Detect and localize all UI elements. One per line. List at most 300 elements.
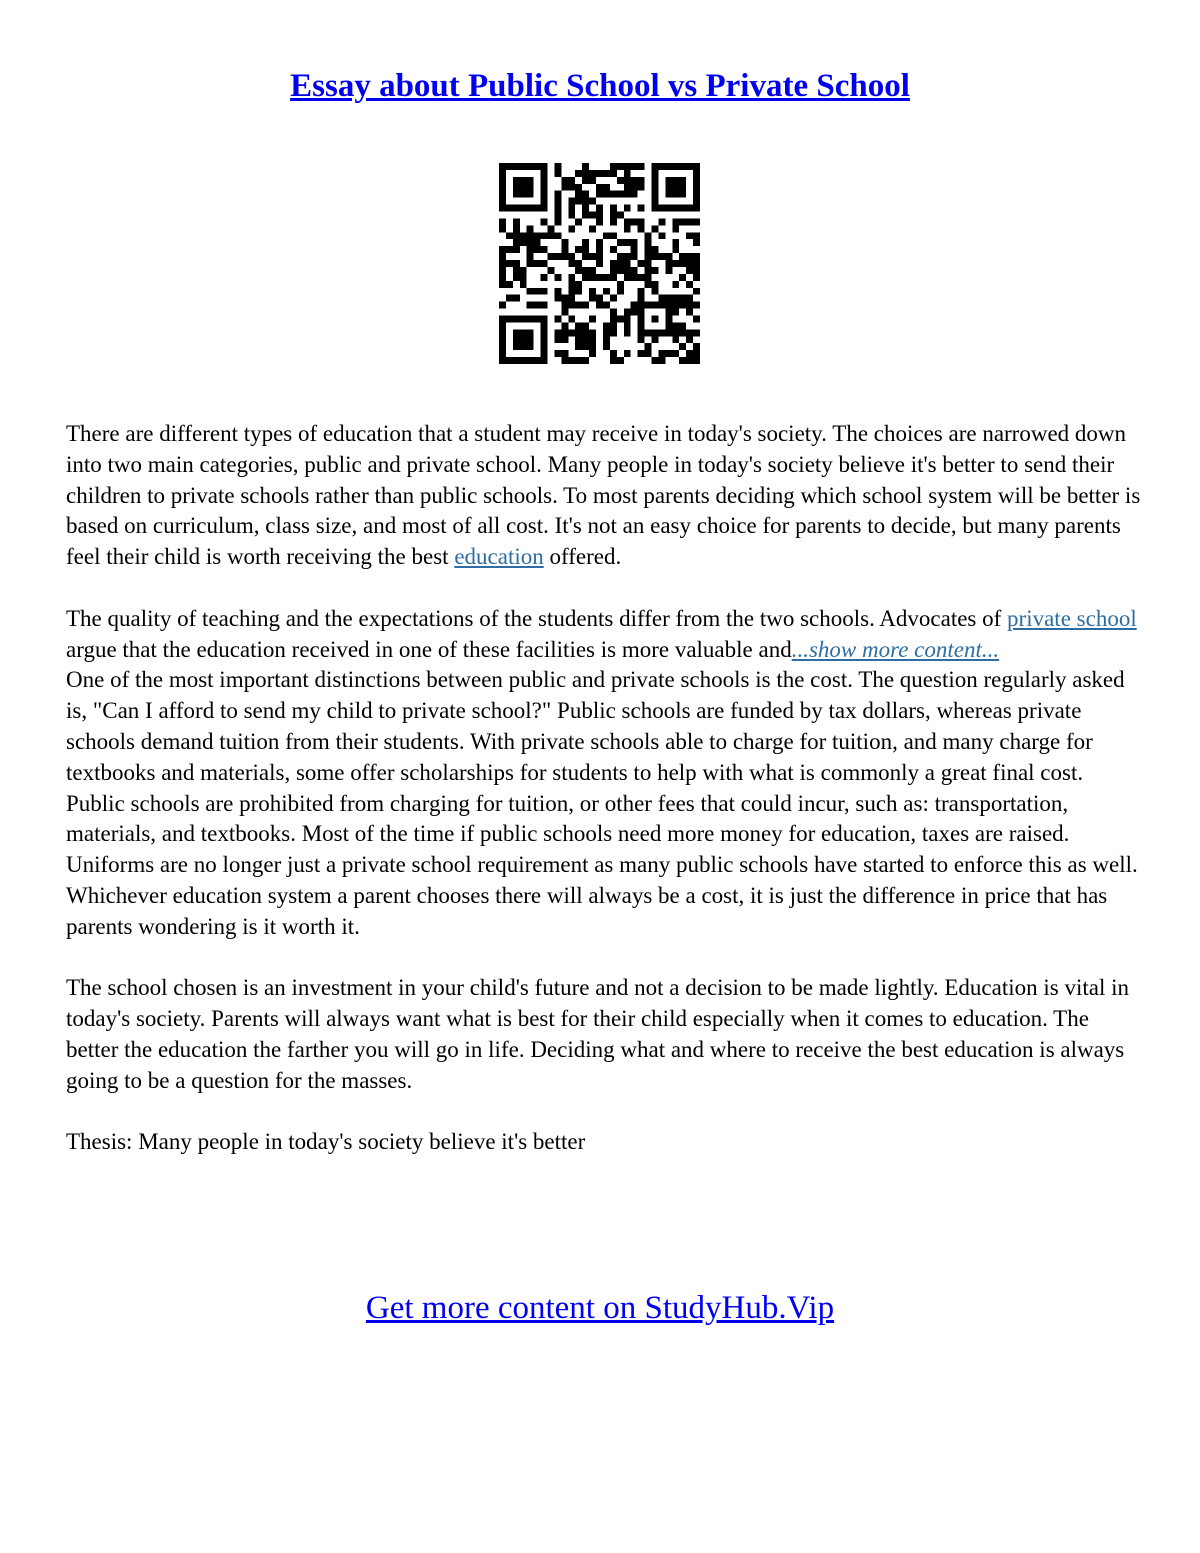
- qr-module: [679, 205, 686, 212]
- qr-module: [506, 281, 513, 288]
- qr-module: [693, 218, 700, 225]
- qr-module: [534, 260, 541, 267]
- qr-module: [672, 225, 679, 232]
- qr-module: [624, 205, 631, 212]
- qr-module: [554, 212, 561, 219]
- qr-module: [665, 260, 672, 267]
- qr-module: [686, 163, 693, 170]
- qr-module: [603, 170, 610, 177]
- qr-module: [645, 239, 652, 246]
- qr-module: [541, 170, 548, 177]
- qr-module: [645, 232, 652, 239]
- qr-module: [499, 267, 506, 274]
- qr-module: [575, 198, 582, 205]
- qr-module: [520, 329, 527, 336]
- qr-module: [665, 253, 672, 260]
- qr-module: [568, 295, 575, 302]
- qr-module: [527, 246, 534, 253]
- qr-module: [693, 177, 700, 184]
- qr-module: [568, 260, 575, 267]
- paragraph-intro-text: There are different types of education that a student may receive in today's society. The choices are narrowed down into two main categories, public and private school. Many people in today's society believe it's better to send their children to private schools rather than public schools. To most parents deciding which school system will be better is based on curriculum, class size, and most of all cost. It's not an easy choice for parents to decide, but many parents feel their child is worth receiving the best: [66, 421, 1141, 570]
- qr-module: [506, 357, 513, 364]
- paragraph-gap: [66, 573, 1146, 604]
- qr-module: [575, 343, 582, 350]
- qr-module: [665, 315, 672, 322]
- qr-module: [679, 163, 686, 170]
- qr-module: [651, 198, 658, 205]
- paragraph-intro-end: offered.: [543, 544, 622, 570]
- qr-module: [582, 177, 589, 184]
- qr-module: [561, 329, 568, 336]
- qr-module: [693, 163, 700, 170]
- qr-module: [679, 253, 686, 260]
- qr-module: [513, 177, 520, 184]
- qr-module: [624, 225, 631, 232]
- qr-module: [672, 302, 679, 309]
- qr-module: [617, 281, 624, 288]
- qr-module: [596, 191, 603, 198]
- qr-module: [679, 177, 686, 184]
- qr-module: [582, 253, 589, 260]
- qr-module: [541, 274, 548, 281]
- qr-module: [541, 336, 548, 343]
- qr-module: [658, 350, 665, 357]
- qr-module: [679, 191, 686, 198]
- qr-module: [596, 184, 603, 191]
- qr-module: [520, 267, 527, 274]
- qr-module: [596, 246, 603, 253]
- qr-module: [499, 350, 506, 357]
- qr-module: [527, 253, 534, 260]
- qr-module: [638, 350, 645, 357]
- qr-module: [631, 302, 638, 309]
- qr-module: [520, 163, 527, 170]
- qr-module: [693, 191, 700, 198]
- qr-module: [589, 198, 596, 205]
- qr-module: [658, 218, 665, 225]
- qr-module: [645, 246, 652, 253]
- qr-module: [645, 302, 652, 309]
- qr-module: [658, 295, 665, 302]
- qr-module: [624, 260, 631, 267]
- qr-module: [582, 336, 589, 343]
- qr-module: [610, 232, 617, 239]
- qr-module: [693, 329, 700, 336]
- qr-module: [582, 246, 589, 253]
- qr-module: [499, 322, 506, 329]
- private-school-link[interactable]: private school: [1007, 605, 1137, 631]
- qr-module: [513, 218, 520, 225]
- qr-module: [499, 198, 506, 205]
- qr-module: [506, 295, 513, 302]
- page-title: [0, 64, 1200, 108]
- qr-module: [693, 205, 700, 212]
- qr-module: [499, 170, 506, 177]
- qr-module: [651, 177, 658, 184]
- paragraph-conclusion: The school chosen is an investment in your child's future and not a decision to be made lightly. Education is vital in today's society. Parents will always want what is best for their child especially when it comes to education. The better the education the farther you will go in life. Deciding what and where to receive the best education is always going to be a question for the masses.: [66, 975, 1129, 1093]
- qr-module: [527, 260, 534, 267]
- qr-module: [617, 191, 624, 198]
- qr-module: [679, 322, 686, 329]
- qr-module: [589, 212, 596, 219]
- qr-module: [541, 163, 548, 170]
- footer: [0, 1286, 1200, 1330]
- qr-module: [658, 302, 665, 309]
- qr-module: [520, 315, 527, 322]
- qr-module: [672, 184, 679, 191]
- qr-module: [520, 232, 527, 239]
- qr-code-graphic: [499, 163, 700, 364]
- qr-module: [596, 274, 603, 281]
- qr-module: [665, 184, 672, 191]
- qr-module: [499, 191, 506, 198]
- qr-module: [575, 246, 582, 253]
- qr-module: [520, 274, 527, 281]
- qr-module: [499, 225, 506, 232]
- qr-module: [534, 246, 541, 253]
- qr-module: [672, 177, 679, 184]
- qr-module: [568, 357, 575, 364]
- qr-module: [693, 239, 700, 246]
- qr-module: [589, 225, 596, 232]
- qr-module: [541, 205, 548, 212]
- qr-module: [554, 253, 561, 260]
- qr-module: [624, 267, 631, 274]
- qr-module: [665, 309, 672, 316]
- qr-module: [693, 260, 700, 267]
- qr-module: [665, 205, 672, 212]
- qr-module: [672, 350, 679, 357]
- qr-module: [520, 357, 527, 364]
- qr-module: [665, 267, 672, 274]
- qr-module: [561, 357, 568, 364]
- qr-module: [554, 315, 561, 322]
- qr-module: [499, 274, 506, 281]
- qr-module: [679, 274, 686, 281]
- qr-module: [568, 253, 575, 260]
- qr-module: [568, 315, 575, 322]
- qr-module: [589, 315, 596, 322]
- qr-module: [499, 253, 506, 260]
- qr-module: [513, 274, 520, 281]
- qr-module: [506, 232, 513, 239]
- qr-module: [645, 350, 652, 357]
- qr-module: [534, 163, 541, 170]
- qr-module: [638, 260, 645, 267]
- qr-module: [513, 225, 520, 232]
- qr-module: [651, 302, 658, 309]
- qr-module: [506, 163, 513, 170]
- qr-module: [603, 329, 610, 336]
- qr-module: [603, 288, 610, 295]
- qr-module: [693, 343, 700, 350]
- qr-module: [520, 205, 527, 212]
- qr-module: [693, 274, 700, 281]
- qr-module: [568, 212, 575, 219]
- title-link[interactable]: Essay about Public School vs Private School: [290, 68, 910, 104]
- qr-module: [527, 177, 534, 184]
- qr-module: [541, 288, 548, 295]
- qr-module: [610, 357, 617, 364]
- qr-module: [638, 225, 645, 232]
- studyhub-link[interactable]: Get more content on StudyHub.Vip: [365, 1290, 835, 1326]
- qr-module: [582, 239, 589, 246]
- qr-module: [631, 163, 638, 170]
- qr-module: [658, 357, 665, 364]
- qr-module: [575, 288, 582, 295]
- qr-module: [651, 357, 658, 364]
- qr-module: [548, 267, 555, 274]
- qr-module: [631, 239, 638, 246]
- qr-module: [624, 184, 631, 191]
- qr-module: [686, 329, 693, 336]
- qr-module: [610, 329, 617, 336]
- qr-module: [610, 191, 617, 198]
- qr-module: [499, 205, 506, 212]
- qr-module: [672, 322, 679, 329]
- qr-module: [499, 246, 506, 253]
- qr-module: [665, 163, 672, 170]
- qr-module: [582, 212, 589, 219]
- qr-module: [561, 336, 568, 343]
- qr-module: [679, 357, 686, 364]
- qr-module: [603, 274, 610, 281]
- qr-module: [631, 191, 638, 198]
- qr-module: [638, 177, 645, 184]
- qr-module: [582, 267, 589, 274]
- qr-module: [672, 309, 679, 316]
- qr-module: [631, 309, 638, 316]
- qr-module: [534, 357, 541, 364]
- qr-module: [568, 198, 575, 205]
- qr-module: [693, 170, 700, 177]
- qr-module: [651, 315, 658, 322]
- thesis-line: Thesis: Many people in today's society believe it's better: [66, 1129, 586, 1155]
- qr-module: [672, 239, 679, 246]
- qr-module: [603, 336, 610, 343]
- qr-module: [624, 163, 631, 170]
- qr-module: [686, 302, 693, 309]
- qr-module: [651, 336, 658, 343]
- qr-module: [527, 315, 534, 322]
- qr-module: [589, 170, 596, 177]
- qr-module: [686, 357, 693, 364]
- qr-module: [554, 198, 561, 205]
- qr-module: [541, 184, 548, 191]
- qr-module: [534, 315, 541, 322]
- qr-module: [575, 336, 582, 343]
- qr-module: [575, 191, 582, 198]
- qr-module: [645, 274, 652, 281]
- qr-module: [679, 343, 686, 350]
- qr-module: [631, 274, 638, 281]
- qr-module: [527, 184, 534, 191]
- show-more-link[interactable]: ...show more content...: [791, 636, 1000, 662]
- qr-module: [693, 232, 700, 239]
- qr-module: [561, 184, 568, 191]
- qr-module: [568, 302, 575, 309]
- paragraph-quality-mid: argue that the education received in one of these facilities is more valuable and: [66, 636, 792, 662]
- essay-body: [66, 419, 1146, 1158]
- qr-module: [610, 212, 617, 219]
- qr-module: [554, 232, 561, 239]
- qr-module: [624, 329, 631, 336]
- qr-module: [541, 343, 548, 350]
- qr-module: [645, 260, 652, 267]
- qr-module: [582, 343, 589, 350]
- qr-module: [575, 184, 582, 191]
- qr-module: [541, 246, 548, 253]
- qr-module: [596, 218, 603, 225]
- qr-module: [610, 322, 617, 329]
- qr-module: [589, 295, 596, 302]
- qr-module: [665, 350, 672, 357]
- qr-module: [638, 315, 645, 322]
- qr-module: [582, 274, 589, 281]
- qr-module: [582, 170, 589, 177]
- qr-module: [513, 246, 520, 253]
- qr-module: [554, 170, 561, 177]
- qr-module: [624, 253, 631, 260]
- qr-module: [672, 205, 679, 212]
- qr-module: [665, 191, 672, 198]
- qr-module: [520, 239, 527, 246]
- qr-module: [575, 260, 582, 267]
- qr-module: [575, 281, 582, 288]
- qr-module: [624, 177, 631, 184]
- qr-module: [596, 205, 603, 212]
- qr-module: [672, 336, 679, 343]
- qr-module: [672, 163, 679, 170]
- qr-module: [665, 322, 672, 329]
- qr-module: [624, 322, 631, 329]
- qr-module: [596, 260, 603, 267]
- qr-module: [596, 253, 603, 260]
- qr-module: [506, 246, 513, 253]
- qr-module: [665, 177, 672, 184]
- qr-module: [693, 198, 700, 205]
- qr-module: [513, 163, 520, 170]
- qr-module: [499, 336, 506, 343]
- qr-module: [645, 343, 652, 350]
- qr-module: [651, 163, 658, 170]
- qr-module: [665, 295, 672, 302]
- qr-module: [554, 205, 561, 212]
- qr-module: [693, 315, 700, 322]
- qr-module: [541, 232, 548, 239]
- qr-module: [582, 163, 589, 170]
- qr-module: [589, 253, 596, 260]
- qr-module: [589, 288, 596, 295]
- qr-module: [617, 253, 624, 260]
- qr-module: [610, 267, 617, 274]
- qr-module: [527, 357, 534, 364]
- qr-module: [631, 253, 638, 260]
- qr-module: [554, 350, 561, 357]
- qr-module: [631, 267, 638, 274]
- qr-module: [582, 357, 589, 364]
- qr-module: [693, 350, 700, 357]
- qr-module: [520, 343, 527, 350]
- qr-module: [610, 170, 617, 177]
- qr-module: [693, 267, 700, 274]
- qr-module: [672, 295, 679, 302]
- qr-module: [513, 232, 520, 239]
- qr-module: [624, 239, 631, 246]
- qr-module: [617, 239, 624, 246]
- qr-module: [554, 274, 561, 281]
- qr-module: [541, 260, 548, 267]
- education-link[interactable]: education: [454, 544, 544, 570]
- qr-module: [541, 302, 548, 309]
- qr-module: [679, 218, 686, 225]
- qr-module: [541, 218, 548, 225]
- qr-module: [527, 232, 534, 239]
- qr-module: [603, 302, 610, 309]
- qr-module: [686, 295, 693, 302]
- qr-module: [631, 177, 638, 184]
- qr-module: [513, 357, 520, 364]
- qr-module: [589, 267, 596, 274]
- qr-module: [575, 218, 582, 225]
- qr-module: [527, 288, 534, 295]
- qr-module: [499, 184, 506, 191]
- qr-module: [638, 322, 645, 329]
- qr-module: [541, 177, 548, 184]
- qr-module: [513, 315, 520, 322]
- qr-module: [499, 329, 506, 336]
- qr-module: [624, 191, 631, 198]
- qr-code-icon: [499, 163, 700, 364]
- qr-module: [624, 170, 631, 177]
- qr-module: [561, 239, 568, 246]
- qr-module: [582, 191, 589, 198]
- qr-module: [527, 343, 534, 350]
- qr-module: [603, 322, 610, 329]
- qr-module: [541, 350, 548, 357]
- qr-module: [693, 184, 700, 191]
- qr-module: [513, 205, 520, 212]
- qr-module: [561, 350, 568, 357]
- qr-module: [568, 177, 575, 184]
- qr-module: [672, 218, 679, 225]
- qr-module: [582, 198, 589, 205]
- qr-module: [527, 163, 534, 170]
- qr-module: [651, 288, 658, 295]
- paragraph-quality-start: The quality of teaching and the expectations of the students differ from the two schools. Advocates of: [66, 605, 1008, 631]
- qr-module: [589, 343, 596, 350]
- qr-module: [596, 295, 603, 302]
- qr-module: [575, 322, 582, 329]
- qr-module: [527, 225, 534, 232]
- qr-module: [582, 205, 589, 212]
- qr-module: [651, 267, 658, 274]
- qr-module: [527, 205, 534, 212]
- qr-module: [603, 343, 610, 350]
- qr-module: [575, 170, 582, 177]
- qr-module: [582, 329, 589, 336]
- qr-module: [513, 343, 520, 350]
- qr-module: [624, 309, 631, 316]
- qr-module: [658, 329, 665, 336]
- qr-module: [582, 302, 589, 309]
- qr-module: [624, 274, 631, 281]
- qr-module: [499, 281, 506, 288]
- qr-module: [651, 170, 658, 177]
- qr-module: [534, 288, 541, 295]
- qr-module: [520, 177, 527, 184]
- qr-module: [596, 302, 603, 309]
